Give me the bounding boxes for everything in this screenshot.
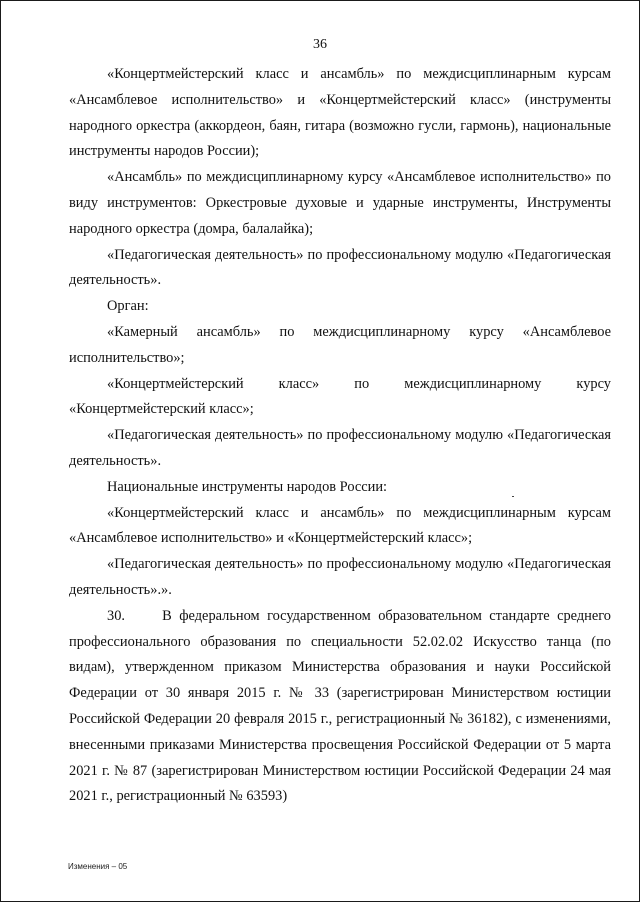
page-footer: Изменения – 05 [68, 862, 128, 871]
page-number: 36 [313, 37, 327, 52]
document-body [69, 62, 611, 810]
scan-speck [512, 496, 514, 497]
paragraph-6: «Концертмейстерский класс» по междисциплинарному курсу «Концертмейстерский класс»; [69, 375, 611, 418]
paragraph-10: «Педагогическая деятельность» по профессиональному модулю «Педагогическая деятельность».». [69, 556, 611, 598]
paragraph-item-30: 30. В федеральном государственном образовательном стандарте среднего профессионального образования по специальности 52.02.02 Искусство танца (по видам), утвержденном приказом Министерства образования и науки Российской Федерации от 30 января 2015 г. № 33 (зарегистрирован Министерством юстиции Российской Федерации 20 февраля 2015 г., регистрационный № 36182), с изменениями, внесенными приказами Министерства просвещения Российской Федерации от 5 марта 2021 г. № 87 (зарегистрирован Министерством юстиции Российской Федерации 24 мая 2021 г., регистрационный № 63593) [69, 607, 611, 805]
paragraph-7: «Педагогическая деятельность» по профессиональному модулю «Педагогическая деятельность». [69, 427, 611, 469]
paragraph-1: «Концертмейстерский класс и ансамбль» по междисциплинарным курсам «Ансамблевое исполнительство» и «Концертмейстерский класс» (инструменты народного оркестра (аккордеон, баян, гитара (возможно гусли, гармонь), национальные инструменты народов России); [69, 66, 611, 160]
paragraph-3: «Педагогическая деятельность» по профессиональному модулю «Педагогическая деятельность». [69, 246, 611, 289]
paragraph-organ-heading: Орган: [107, 298, 149, 315]
paragraph-9: «Концертмейстерский класс и ансамбль» по междисциплинарным курсам «Ансамблевое исполнительство» и «Концертмейстерский класс»; [69, 504, 611, 547]
paragraph-national-heading: Национальные инструменты народов России: [107, 478, 388, 495]
paragraph-5: «Камерный ансамбль» по междисциплинарному курсу «Ансамблевое исполнительство»; [69, 323, 611, 366]
paragraph-2: «Ансамбль» по междисциплинарному курсу «Ансамблевое исполнительство» по виду инструментов: Оркестровые духовые и ударные инструменты, Инструменты народного оркестра (домра, балалайка); [69, 169, 611, 237]
